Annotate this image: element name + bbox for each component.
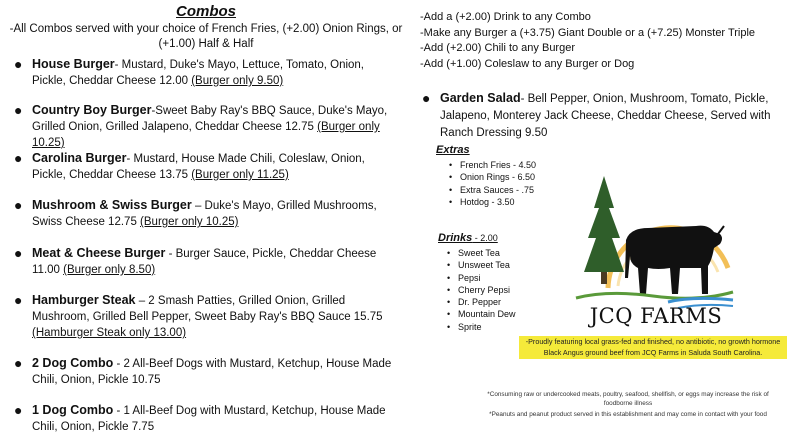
combo-desc: - Burger Sauce, Pickle, Cheddar Cheese 11.00 [32,248,377,276]
combo-item [8,150,392,183]
combo-item [8,245,392,278]
bullet-icon: ● [422,90,431,106]
drinks-title-text: Drinks [438,232,473,244]
combo-desc: -Sweet Baby Ray's BBQ Sauce, Duke's Mayo, Grilled Onion, Grilled Jalapeno, Cheddar Cheese 12.75 [32,105,388,133]
combo-item [8,197,392,230]
burger-only-price: (Hamburger Steak only 13.00) [32,327,187,339]
burger-only-price: (Burger only 10.25) [140,216,239,228]
garden-salad [420,90,788,142]
drinks-item: • Sweet Tea [458,247,516,259]
drinks-item: • Dr. Pepper [458,296,516,308]
addon-item: -Add (+1.00) Coleslaw to any Burger or Dog [420,57,635,70]
bull-horn-icon [718,226,724,234]
bull-icon [625,226,722,294]
bullet-icon: ● [14,56,23,72]
drinks-item: • Sprite [458,321,516,333]
combos-intro: -All Combos served with your choice of French Fries, (+2.00) Onion Rings, or (+1.00) Half & Half [9,23,403,50]
sourcing-banner: -Proudly featuring local grass-fed and finished, no antibiotic, no growth hormone Black Angus ground beef from JCQ Farms in Saluda South Carolina. [519,336,787,359]
combo-name: 1 Dog Combo [32,403,114,417]
bullet-icon: ● [14,102,23,118]
combo-name: Country Boy Burger [32,103,152,117]
addons-column [420,0,788,139]
combo-list [8,0,404,440]
extras-list [460,159,536,208]
combo-desc: - 1 All-Beef Dog with Mustard, Ketchup, House Made Chili, Onion, Pickle 7.75 [32,405,386,433]
combo-desc: - 2 All-Beef Dogs with Mustard, Ketchup, House Made Chili, Onion, Pickle 10.75 [32,358,392,386]
combo-desc: – Duke's Mayo, Grilled Mushrooms, Swiss Cheese 12.75 [32,200,377,228]
combo-name: Mushroom & Swiss Burger [32,198,192,212]
extras-title: Extras [436,144,470,156]
combo-name: Carolina Burger [32,151,127,165]
drinks-price: - 2.00 [472,233,498,243]
bullet-icon: ● [14,355,23,371]
bullet-icon: ● [14,150,23,166]
combo-name: 2 Dog Combo [32,356,114,370]
tree-trunk-icon [601,272,607,284]
combo-item [8,56,392,89]
bullet-icon: ● [14,245,23,261]
burger-only-price: (Burger only 11.25) [191,169,289,181]
combo-desc: – 2 Smash Patties, Grilled Onion, Grilled Mushroom, Grilled Bell Pepper, Sweet Baby Ray's BBQ Sauce 15.75 [32,295,383,323]
water-line-icon [668,298,733,302]
combo-desc: - Mustard, House Made Chili, Coleslaw, Onion, Pickle, Cheddar Cheese 13.75 [32,153,365,181]
bullet-icon: ● [14,292,23,308]
bullet-icon: ● [14,197,23,213]
burger-only-price: (Burger only 8.50) [63,264,156,276]
burger-only-price: (Burger only 10.25) [32,121,380,149]
extras-item: • French Fries - 4.50 [460,159,536,171]
salad-name: Garden Salad [440,91,521,105]
footnote-raw-meat: *Consuming raw or undercooked meats, poultry, seafood, shellfish, or eggs may increase the risk of foodborne illness [487,391,769,407]
addon-item: -Make any Burger a (+3.75) Giant Double or a (+7.25) Monster Triple [420,26,756,39]
bullet-icon: ● [14,402,23,418]
drinks-item: • Cherry Pepsi [458,284,516,296]
logo-text: JCQ FARMS [589,304,723,328]
combo-item [8,355,392,388]
footnote-peanuts: *Peanuts and peanut product served in this establishment and may come in contact with your food [489,411,767,418]
addons-list [420,10,788,72]
extras-item: • Hotdog - 3.50 [460,196,536,208]
extras-item: • Onion Rings - 6.50 [460,171,536,183]
combo-name: Meat & Cheese Burger [32,246,166,260]
salad-desc: - Bell Pepper, Onion, Mushroom, Tomato, Pickle, Jalapeno, Monterey Jack Cheese, Cheddar Cheese, Served with Ranch Dressing 9.50 [440,93,771,139]
combo-name: Hamburger Steak [32,293,136,307]
burger-only-price: (Burger only 9.50) [191,75,284,87]
combo-item [8,402,392,435]
drinks-list [458,247,516,333]
drinks-item: • Pepsi [458,272,516,284]
addon-item: -Add (+2.00) Chili to any Burger [420,42,575,54]
extras-item: • Extra Sauces - .75 [460,184,536,196]
drinks-item: • Unsweet Tea [458,259,516,271]
addon-item: -Add a (+2.00) Drink to any Combo [420,11,591,23]
combos-title: Combos [176,3,236,20]
combo-item [8,102,392,151]
drinks-title [438,232,498,244]
combo-desc: - Mustard, Duke's Mayo, Lettuce, Tomato, Onion, Pickle, Cheddar Cheese 12.00 [32,59,365,87]
combo-name: House Burger [32,57,115,71]
drinks-item: • Mountain Dew [458,308,516,320]
combo-item [8,292,392,341]
pine-tree-icon [584,176,624,272]
